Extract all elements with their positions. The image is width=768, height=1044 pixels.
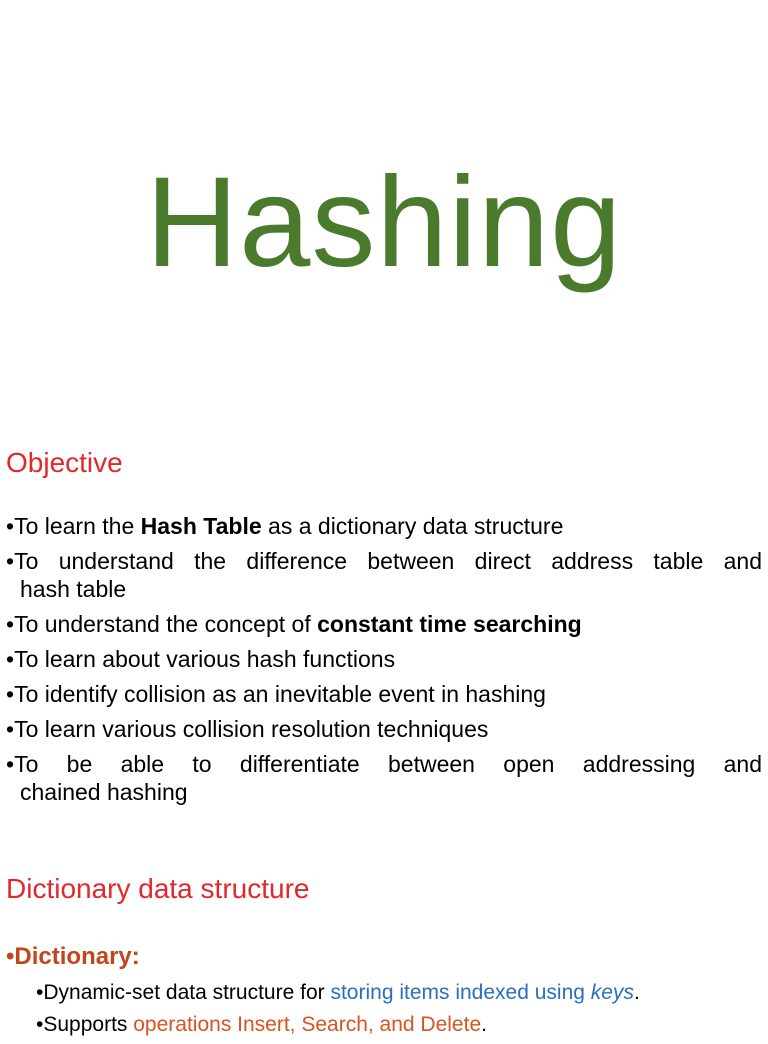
bullet-icon <box>6 751 14 777</box>
list-item <box>6 645 762 673</box>
bullet-icon <box>6 548 14 574</box>
list-item <box>6 547 762 603</box>
item-text: Dynamic-set data structure for <box>43 981 331 1004</box>
item-text: hash table <box>20 576 127 602</box>
list-item <box>6 610 762 638</box>
item-text: To understand the difference between direct address table and <box>14 548 762 574</box>
item-text: To understand the concept of <box>14 611 318 637</box>
title-slide <box>0 0 768 400</box>
objective-list <box>6 512 762 813</box>
item-text: To be able to differentiate between open addressing and <box>14 751 762 777</box>
list-item <box>36 1012 762 1038</box>
item-text: To learn various collision resolution techniques <box>14 716 489 742</box>
list-item <box>6 715 762 743</box>
dictionary-list <box>36 980 762 1044</box>
item-text: chained hashing <box>20 779 188 805</box>
bullet-icon <box>6 646 14 672</box>
bullet-icon <box>6 681 14 707</box>
item-text: . <box>481 1013 487 1036</box>
item-highlight-text: storing items indexed using <box>330 981 591 1004</box>
list-item <box>36 980 762 1006</box>
list-item <box>6 512 762 540</box>
item-text: . <box>633 981 640 1004</box>
item-bold-text: constant time searching <box>317 611 582 637</box>
item-text: Supports <box>43 1013 134 1036</box>
term-text: Dictionary: <box>14 943 140 970</box>
objective-heading: Objective <box>6 447 123 478</box>
bullet-icon <box>6 611 14 637</box>
item-text: To learn about various hash functions <box>14 646 396 672</box>
bullet-icon <box>6 513 14 539</box>
item-text: as a dictionary data structure <box>261 513 564 539</box>
item-bold-text: Hash Table <box>140 513 262 539</box>
list-item <box>6 750 762 806</box>
item-text: To identify collision as an inevitable event in hashing <box>14 681 546 707</box>
dictionary-term <box>6 942 140 972</box>
item-line <box>14 547 762 575</box>
slide-title: Hashing <box>145 151 623 294</box>
item-text: To learn the <box>14 513 141 539</box>
list-item <box>6 680 762 708</box>
item-keyword: keys <box>590 981 634 1004</box>
bullet-icon <box>6 716 14 742</box>
dictionary-heading: Dictionary data structure <box>6 873 310 904</box>
item-highlight-text: operations Insert, Search, and Delete <box>133 1013 482 1036</box>
item-line <box>14 750 762 778</box>
